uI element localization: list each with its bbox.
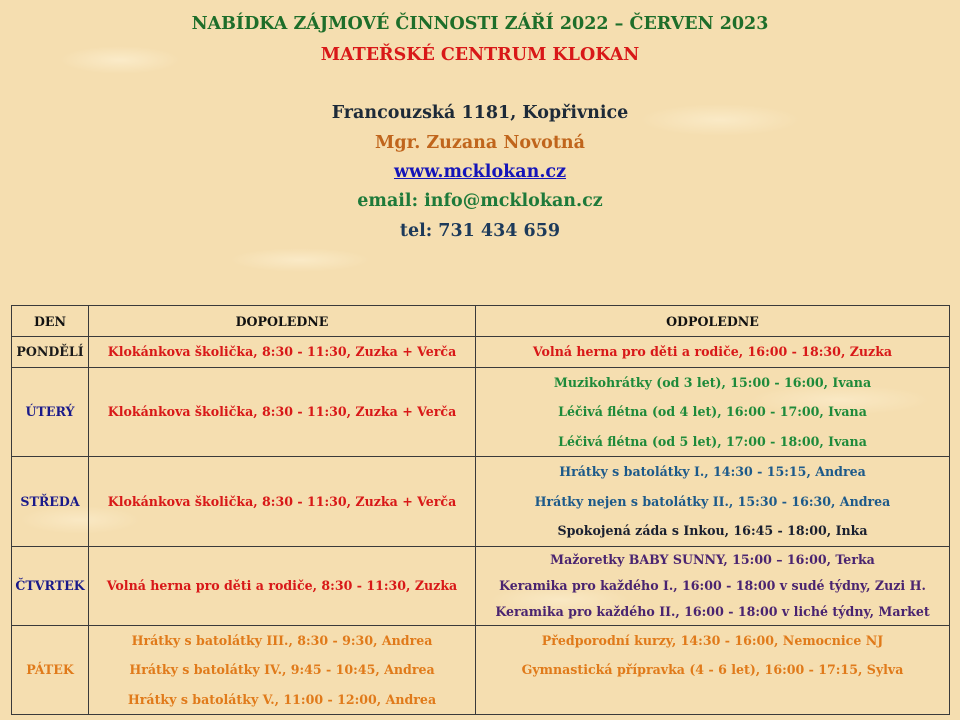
page-title: NABÍDKA ZÁJMOVÉ ČINNOSTI ZÁŘÍ 2022 – ČERVEN 2023 [191, 14, 769, 34]
column-header-morning: DOPOLEDNE [89, 306, 476, 337]
activity-item: Předporodní kurzy, 14:30 - 16:00, Nemocnice NJ [541, 632, 884, 648]
activity-item: Klokánkova školička, 8:30 - 11:30, Zuzka + Verča [107, 344, 457, 359]
morning-cell [89, 546, 476, 625]
afternoon-cell [476, 546, 950, 625]
table-row [12, 546, 950, 625]
activity-item: Hrátky nejen s batolátky II., 15:30 - 16:30, Andrea [534, 493, 891, 509]
table-header-row [12, 306, 950, 337]
activity-item: Hrátky s batolátky I., 14:30 - 15:15, Andrea [559, 464, 866, 479]
column-header-afternoon: ODPOLEDNE [476, 306, 950, 337]
afternoon-cell [476, 337, 950, 368]
email-address: email: info@mcklokan.cz [357, 191, 603, 211]
schedule-table [11, 305, 950, 715]
activity-item: Léčivá flétna (od 5 let), 17:00 - 18:00, Ivana [558, 433, 867, 449]
table-row [12, 457, 950, 547]
activity-item: Keramika pro každého I., 16:00 - 18:00 v sudé týdny, Zuzi H. [499, 577, 926, 593]
morning-cell [89, 625, 476, 715]
activity-item: Volná herna pro děti a rodiče, 16:00 - 18:30, Zuzka [532, 344, 893, 359]
afternoon-cell [476, 367, 950, 457]
activity-item: Klokánkova školička, 8:30 - 11:30, Zuzka + Verča [107, 493, 457, 509]
activity-item: Klokánkova školička, 8:30 - 11:30, Zuzka + Verča [107, 404, 457, 419]
day-cell: PÁTEK [12, 625, 89, 715]
day-cell: PONDĚLÍ [12, 337, 89, 368]
contact-person: Mgr. Zuzana Novotná [375, 133, 585, 153]
afternoon-cell [476, 625, 950, 715]
table-row [12, 625, 950, 715]
activity-item: Muzikohrátky (od 3 let), 15:00 - 16:00, Ivana [553, 374, 872, 390]
day-cell: ÚTERÝ [12, 367, 89, 457]
activity-item: Spokojená záda s Inkou, 16:45 - 18:00, Inka [557, 523, 868, 538]
phone-number: tel: 731 434 659 [399, 221, 561, 241]
address: Francouzská 1181, Kopřivnice [331, 103, 629, 123]
morning-cell [89, 457, 476, 547]
day-cell: ČTVRTEK [12, 546, 89, 625]
activity-item: Mažoretky BABY SUNNY, 15:00 – 16:00, Terka [550, 551, 875, 567]
afternoon-cell [476, 457, 950, 547]
day-cell: STŘEDA [12, 457, 89, 547]
website-link[interactable]: www.mcklokan.cz [393, 162, 567, 182]
morning-cell [89, 337, 476, 368]
table-row [12, 337, 950, 368]
table-row [12, 367, 950, 457]
activity-item: Hrátky s batolátky V., 11:00 - 12:00, Andrea [127, 691, 437, 707]
activity-item: Gymnastická přípravka (4 - 6 let), 16:00 - 17:15, Sylva [521, 662, 904, 677]
activity-item: Léčivá flétna (od 4 let), 16:00 - 17:00, Ivana [558, 404, 867, 419]
activity-item: Hrátky s batolátky IV., 9:45 - 10:45, Andrea [129, 662, 435, 677]
morning-cell [89, 367, 476, 457]
activity-item: Hrátky s batolátky III., 8:30 - 9:30, Andrea [131, 632, 433, 648]
activity-item: Keramika pro každého II., 16:00 - 18:00 v liché týdny, Market [495, 603, 930, 619]
activity-item: Volná herna pro děti a rodiče, 8:30 - 11:30, Zuzka [106, 577, 458, 593]
column-header-day: DEN [12, 306, 89, 337]
organization-name: MATEŘSKÉ CENTRUM KLOKAN [320, 45, 640, 65]
